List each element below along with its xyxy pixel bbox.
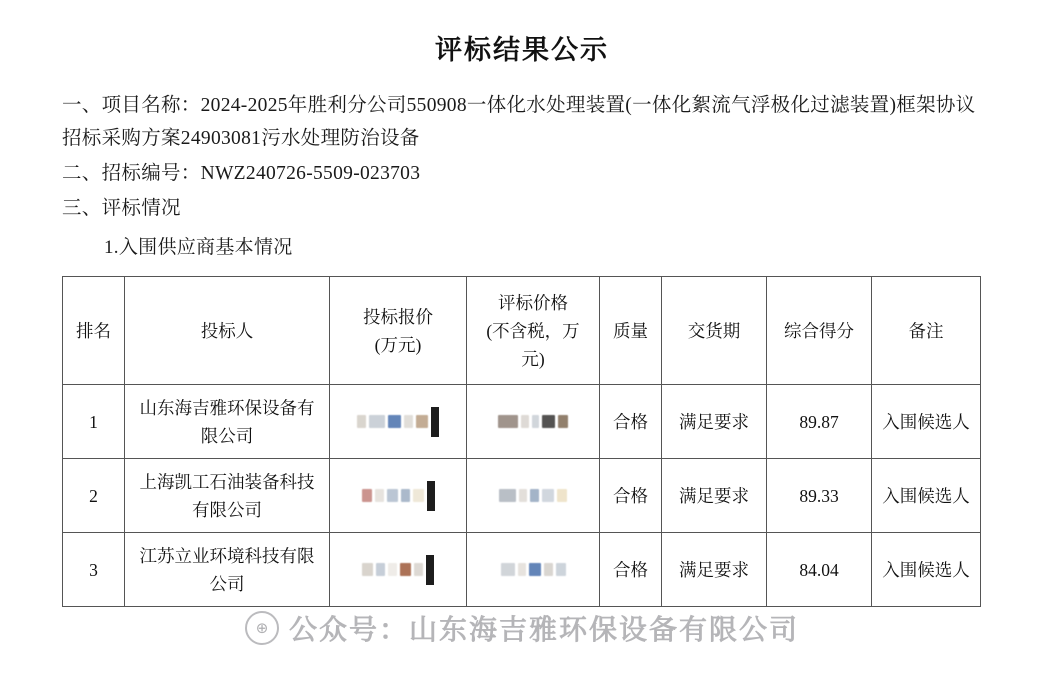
cell-note: 入围候选人 xyxy=(872,385,981,459)
table-body xyxy=(63,385,981,607)
redaction-mask xyxy=(473,463,593,528)
th-eval-price-line2: (不含税，万 xyxy=(486,320,580,341)
cell-score: 89.33 xyxy=(767,459,872,533)
redaction-mask xyxy=(473,389,593,454)
th-eval-price xyxy=(467,277,600,385)
cell-price-redacted xyxy=(330,533,467,607)
cell-quality: 合格 xyxy=(600,459,662,533)
redaction-mask xyxy=(336,463,460,528)
th-eval-price-line3: 元) xyxy=(521,348,545,369)
cell-price-redacted xyxy=(330,385,467,459)
section-tender-no xyxy=(62,157,982,190)
table-row xyxy=(63,385,981,459)
cell-eval-price-redacted xyxy=(467,385,600,459)
th-bidder: 投标人 xyxy=(125,277,330,385)
watermark xyxy=(0,608,1044,648)
cell-bidder: 山东海吉雅环保设备有限公司 xyxy=(125,385,330,459)
cell-note: 入围候选人 xyxy=(872,459,981,533)
sub-item-1-text: 1.入围供应商基本情况 xyxy=(104,237,293,258)
cell-rank: 3 xyxy=(63,533,125,607)
cell-quality: 合格 xyxy=(600,533,662,607)
cell-eval-price-redacted xyxy=(467,533,600,607)
cell-note: 入围候选人 xyxy=(872,533,981,607)
tender-no-text: 二、招标编号：NWZ240726-5509-023703 xyxy=(62,163,421,184)
watermark-text: 公众号：山东海吉雅环保设备有限公司 xyxy=(288,614,799,645)
watermark-logo-icon: ⊕ xyxy=(245,611,279,645)
bidders-table xyxy=(62,276,981,607)
cell-rank: 1 xyxy=(63,385,125,459)
th-score: 综合得分 xyxy=(767,277,872,385)
cell-delivery: 满足要求 xyxy=(662,459,767,533)
cell-eval-price-redacted xyxy=(467,459,600,533)
cell-price-redacted xyxy=(330,459,467,533)
cell-rank: 2 xyxy=(63,459,125,533)
document-page xyxy=(0,28,1044,686)
redaction-mask xyxy=(336,537,460,602)
cell-score: 84.04 xyxy=(767,533,872,607)
th-price-line1: 投标报价 xyxy=(363,306,433,327)
th-price xyxy=(330,277,467,385)
cell-bidder: 江苏立业环境科技有限公司 xyxy=(125,533,330,607)
section-project-name xyxy=(62,89,982,155)
th-quality: 质量 xyxy=(600,277,662,385)
th-delivery: 交货期 xyxy=(662,277,767,385)
table-header xyxy=(63,277,981,385)
cell-delivery: 满足要求 xyxy=(662,533,767,607)
section-sub-item-1 xyxy=(62,231,982,264)
table-header-row xyxy=(63,277,981,385)
th-price-line2: (万元) xyxy=(374,334,422,355)
eval-situation-text: 三、评标情况 xyxy=(62,198,181,219)
page-title: 评标结果公示 xyxy=(435,35,609,65)
cell-delivery: 满足要求 xyxy=(662,385,767,459)
cell-quality: 合格 xyxy=(600,385,662,459)
cell-score: 89.87 xyxy=(767,385,872,459)
th-rank: 排名 xyxy=(63,277,125,385)
redaction-mask xyxy=(336,389,460,454)
table-row xyxy=(63,459,981,533)
redaction-mask xyxy=(473,537,593,602)
cell-bidder: 上海凯工石油装备科技有限公司 xyxy=(125,459,330,533)
th-eval-price-line1: 评标价格 xyxy=(498,292,568,313)
section-eval-situation xyxy=(62,192,982,225)
table-row xyxy=(63,533,981,607)
th-note: 备注 xyxy=(872,277,981,385)
project-name-text: 一、项目名称：2024-2025年胜利分公司550908一体化水处理装置(一体化絮流气浮极化过滤装置)框架协议招标采购方案24903081污水处理防治设备 xyxy=(62,95,976,149)
